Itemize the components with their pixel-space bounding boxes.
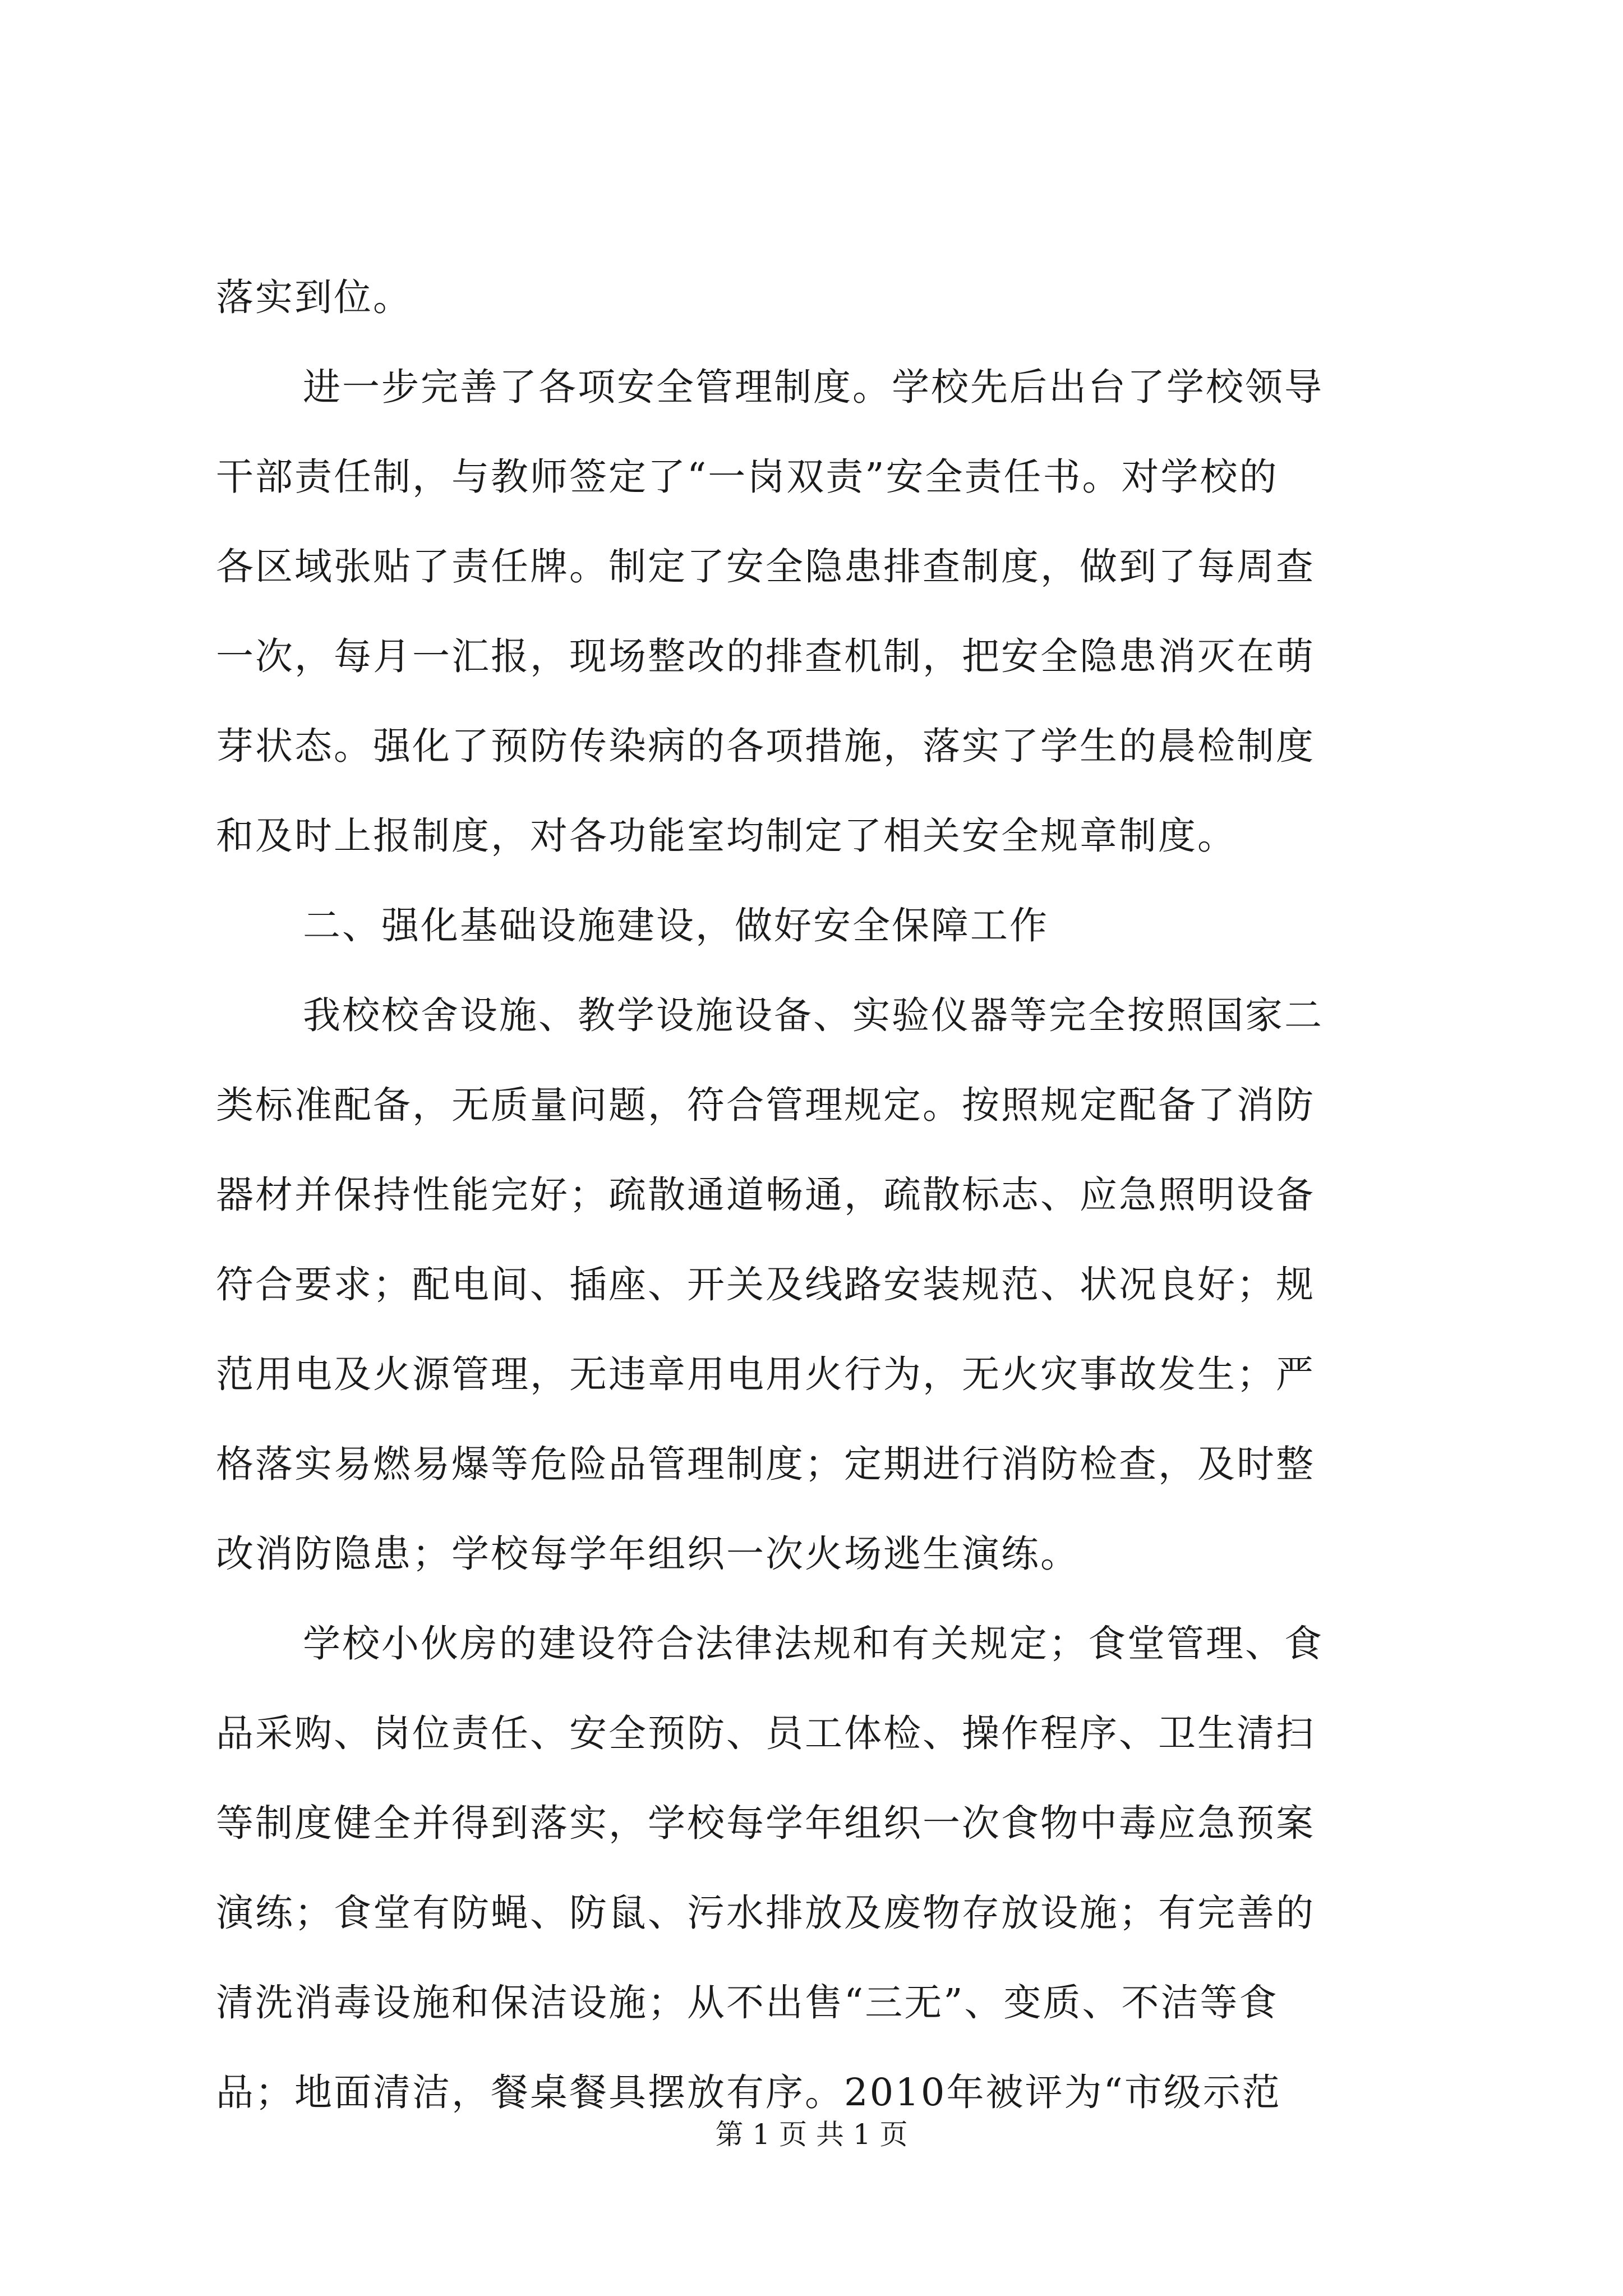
text-line: 各区域张贴了责任牌。制定了安全隐患排查制度，做到了每周查 xyxy=(216,545,1315,588)
document-body xyxy=(216,252,1422,2137)
text-line: 等制度健全并得到落实，学校每学年组织一次食物中毒应急预案 xyxy=(216,1801,1315,1845)
text-line: 干部责任制，与教师签定了“一岗双责”安全责任书。对学校的 xyxy=(216,455,1279,499)
text-line: 类标准配备，无质量问题，符合管理规定。按照规定配备了消防 xyxy=(216,1083,1315,1127)
text-line: 清洗消毒设施和保洁设施；从不出售“三无”、变质、不洁等食 xyxy=(216,1981,1279,2024)
paragraph-start-line: 进一步完善了各项安全管理制度。学校先后出台了学校领导 xyxy=(303,365,1324,409)
text-line: 和及时上报制度，对各功能室均制定了相关安全规章制度。 xyxy=(216,814,1237,858)
paragraph-start-line: 我校校舍设施、教学设施设备、实验仪器等完全按照国家二 xyxy=(303,993,1324,1037)
page-number-label: 第 1 页 共 1 页 xyxy=(715,2118,908,2151)
text-line: 符合要求；配电间、插座、开关及线路安装规范、状况良好；规 xyxy=(216,1263,1315,1306)
text-line: 演练；食堂有防蝇、防鼠、污水排放及废物存放设施；有完善的 xyxy=(216,1891,1315,1935)
text-line: 落实到位。 xyxy=(216,275,412,319)
section-heading: 二、强化基础设施建设，做好安全保障工作 xyxy=(303,904,1049,947)
text-line: 品采购、岗位责任、安全预防、员工体检、操作程序、卫生清扫 xyxy=(216,1711,1315,1755)
text-line: 改消防隐患；学校每学年组织一次火场逃生演练。 xyxy=(216,1532,1080,1576)
text-line: 芽状态。强化了预防传染病的各项措施，落实了学生的晨检制度 xyxy=(216,724,1315,768)
text-line: 一次，每月一汇报，现场整改的排查机制，把安全隐患消灭在萌 xyxy=(216,634,1315,678)
text-line: 器材并保持性能完好；疏散通道畅通，疏散标志、应急照明设备 xyxy=(216,1173,1315,1217)
page-footer xyxy=(0,2118,1623,2151)
text-line: 范用电及火源管理，无违章用电用火行为，无火灾事故发生；严 xyxy=(216,1352,1315,1396)
text-line: 品；地面清洁，餐桌餐具摆放有序。2010年被评为“市级示范 xyxy=(216,2070,1281,2114)
paragraph-start-line: 学校小伙房的建设符合法律法规和有关规定；食堂管理、食 xyxy=(303,1622,1324,1665)
text-line: 格落实易燃易爆等危险品管理制度；定期进行消防检查，及时整 xyxy=(216,1442,1315,1486)
